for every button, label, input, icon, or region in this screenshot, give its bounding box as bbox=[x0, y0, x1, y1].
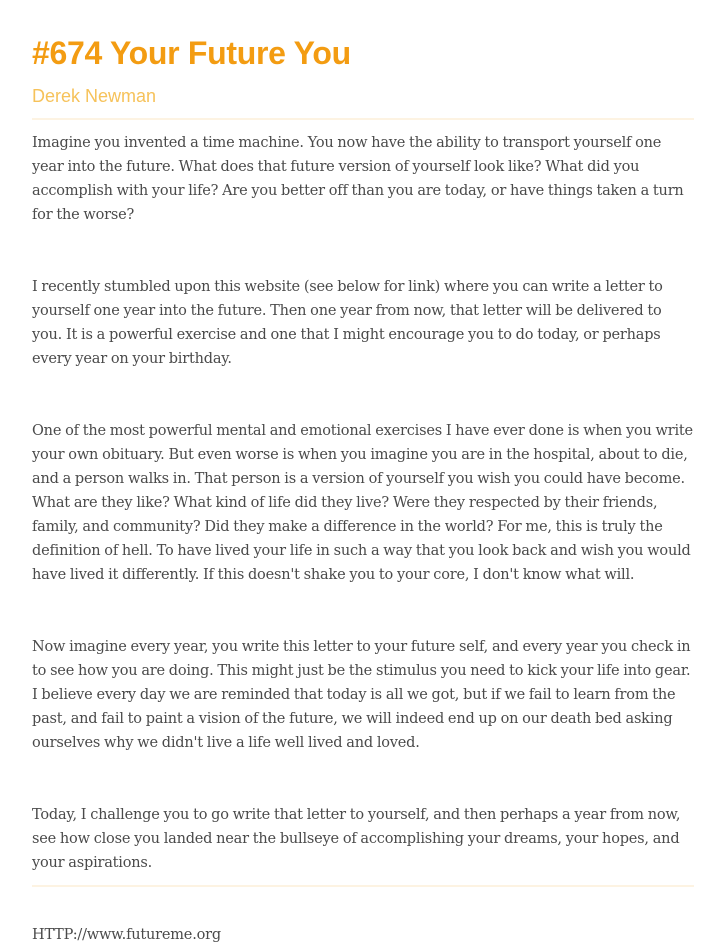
futureme-link[interactable]: HTTP://www.futureme.org bbox=[32, 927, 221, 943]
article bbox=[32, 0, 694, 943]
top-divider bbox=[32, 118, 694, 120]
bottom-divider bbox=[32, 885, 694, 887]
paragraph: Imagine you invented a time machine. You now have the ability to transport yourself one year into the future. What does that future version of yourself look like? What did you accomplish with your life? Are you better off than you are today, or have things taken a turn for the worse? bbox=[32, 135, 684, 223]
paragraph: I recently stumbled upon this website (see below for link) where you can write a letter to yourself one year into the future. Then one year from now, that letter will be delivered to you. It is a powerful exercise and one that I might encourage you to do today, or perhaps every year on your birthday. bbox=[32, 279, 663, 367]
article-author: Derek Newman bbox=[32, 86, 157, 106]
paragraph: One of the most powerful mental and emotional exercises I have ever done is when you write your own obituary. But even worse is when you imagine you are in the hospital, about to die, and a person walks in. That person is a version of yourself you wish you could have become. What are they like? What kind of life did they live? Were they respected by their friends, family, and community? Did they make a difference in the world? For me, this is truly the definition of hell. To have lived your life in such a way that you look back and wish you would have lived it differently. If this doesn't shake you to your core, I don't know what will. bbox=[32, 423, 693, 583]
paragraph: Today, I challenge you to go write that letter to yourself, and then perhaps a year from now, see how close you landed near the bullseye of accomplishing your dreams, your hopes, and your aspirations. bbox=[32, 807, 681, 871]
article-title: #674 Your Future You bbox=[32, 35, 351, 71]
article-body bbox=[32, 131, 694, 947]
paragraph: Now imagine every year, you write this letter to your future self, and every year you check in to see how you are doing. This might just be the stimulus you need to kick your life into gear. I believe every day we are reminded that today is all we got, but if we fail to learn from the past, and fail to paint a vision of the future, we will indeed end up on our death bed asking ourselves why we didn't live a life well lived and loved. bbox=[32, 639, 691, 751]
